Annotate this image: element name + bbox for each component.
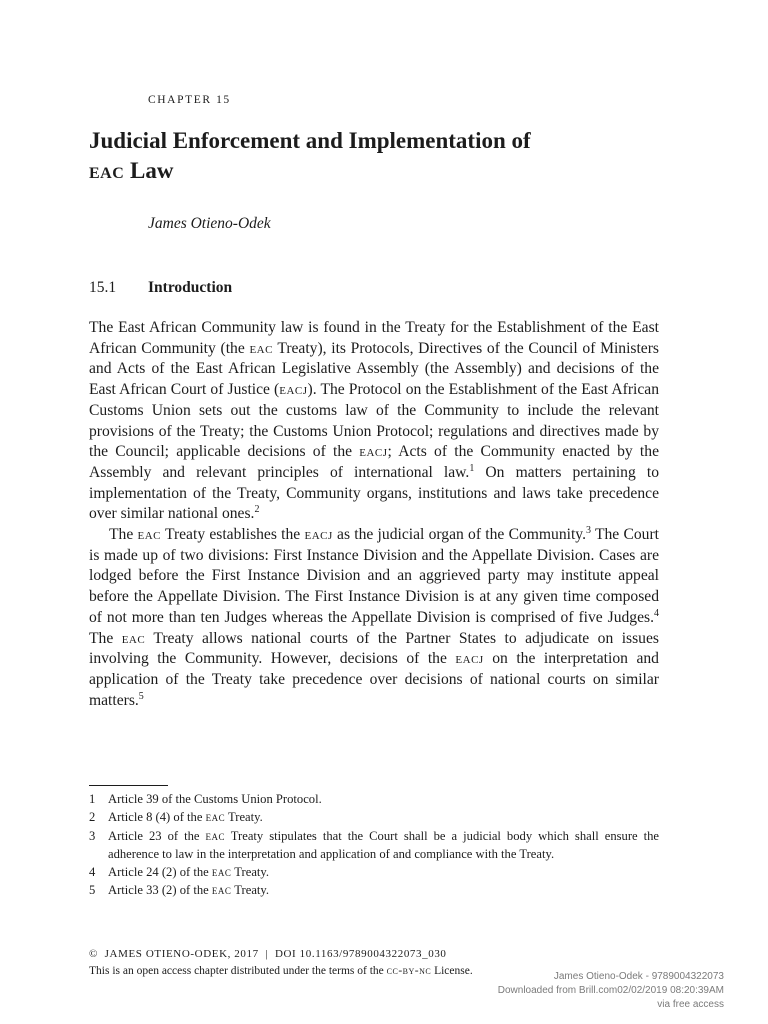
download-watermark <box>498 970 724 1012</box>
footnote-divider <box>89 785 168 786</box>
copyright-separator: | <box>265 948 269 960</box>
abbr-eac: eac <box>249 339 273 357</box>
footnote-text: Article 24 (2) of the <box>108 865 212 880</box>
footnote-text: Article 39 of the Customs Union Protocol. <box>108 792 322 806</box>
author-name: James Otieno-Odek <box>148 215 271 232</box>
footnote-text: Article 8 (4) of the <box>108 810 206 825</box>
footnote-number: 2 <box>89 810 96 825</box>
footnote-text: Treaty. <box>231 883 270 898</box>
license-text: This is an open access chapter distributed under the terms of the <box>89 965 387 977</box>
footnote-text: Article 23 of the <box>108 828 206 843</box>
copyright-line <box>89 948 447 960</box>
title-abbr-eac: eac <box>89 158 125 183</box>
abbr-eacj: eacj <box>455 650 484 668</box>
abbr-eacj: eacj <box>304 526 333 544</box>
text-run: on the interpretation and application of the Treaty take precedence over decisions of national courts on similar matters. <box>89 650 659 709</box>
license-text: License. <box>431 965 473 977</box>
abbr-eac: eac <box>211 883 232 898</box>
text-run: Treaty allows national courts of the Partner States to adjudicate on issues involving the Community. However, decisions of the <box>89 629 659 668</box>
footnote-ref-1[interactable]: 1 <box>469 462 475 474</box>
footnote-number: 4 <box>89 865 96 880</box>
title-line-1: Judicial Enforcement and Implementation of <box>89 128 531 153</box>
footnote-text: Article 33 (2) of the <box>108 883 212 898</box>
footnote-text: Treaty stipulates that the Court shall be a judicial body which shall ensure the adherence to law in the interpretation and application of and compliance with the Treaty. <box>108 828 659 861</box>
chapter-title <box>89 126 669 186</box>
abbr-eac: eac <box>121 629 146 647</box>
chapter-label: CHAPTER 15 <box>148 94 231 106</box>
footnote-item <box>89 827 659 864</box>
text-run: ; Acts of the Community enacted by the Assembly and relevant principles of international law. <box>89 443 659 481</box>
footnote-number: 1 <box>89 792 96 806</box>
watermark-line: Downloaded from Brill.com02/02/2019 08:20:39AM <box>497 985 724 996</box>
abbr-eac: eac <box>211 865 232 880</box>
abbr-eac: eac <box>205 828 226 843</box>
footnote-ref-2[interactable]: 2 <box>254 504 260 516</box>
abbr-eacj: eacj <box>279 381 308 399</box>
footnote-item <box>89 863 659 881</box>
abbr-eac: eac <box>205 810 226 825</box>
paragraph-2 <box>89 525 659 711</box>
text-run: The Court is made up of two divisions: First Instance Division and the Appellate Division. Cases are lodged before the First Instance Division and an aggrieved party may institute appeal before the Appellate Division. The First Instance Division is at any given time composed of not more than ten Judges whereas the Appellate Division is comprised of five Judges. <box>89 526 659 626</box>
abbr-eacj: eacj <box>359 443 388 461</box>
footnote-text: Treaty. <box>231 865 270 880</box>
body-text <box>89 318 659 711</box>
footnote-item <box>89 881 659 899</box>
watermark-line: James Otieno-Odek - 9789004322073 <box>553 971 724 982</box>
text-run: Treaty), its Protocols, Directives of the Council of Ministers and Acts of the East African Legislative Assembly (the Assembly) and decisions of the East African Court of Justice ( <box>89 339 659 399</box>
text-run: Treaty establishes the <box>161 526 305 544</box>
section-heading <box>89 279 232 297</box>
text-run: The <box>89 629 122 647</box>
section-number: 15.1 <box>89 279 117 296</box>
title-line-2: Law <box>124 158 174 183</box>
footnote-item <box>89 808 659 826</box>
text-run: On matters pertaining to implementation of the Treaty, Community organs, institutions and laws take precedence over similar national ones. <box>89 463 659 523</box>
copyright-symbol: © <box>89 948 98 960</box>
section-title: Introduction <box>148 279 233 296</box>
footnotes-list <box>89 790 659 900</box>
footnote-number: 5 <box>89 883 96 898</box>
footnote-text: Treaty. <box>225 810 263 825</box>
footnote-ref-5[interactable]: 5 <box>138 690 144 702</box>
footnote-ref-4[interactable]: 4 <box>654 607 659 619</box>
paragraph-1 <box>89 318 659 525</box>
license-abbr-link[interactable]: cc-by-nc <box>386 965 432 977</box>
text-run: The East African Community law is found in the Treaty for the Establishment of the East African Community (the <box>89 319 659 357</box>
copyright-holder: JAMES OTIENO-ODEK, 2017 <box>104 948 259 960</box>
footnote-number: 3 <box>89 828 96 843</box>
text-run: as the judicial organ of the Community. <box>332 526 586 544</box>
text-run: ). The Protocol on the Establishment of the East African Customs Union sets out the customs law of the Community to include the relevant provisions of the Treaty; the Customs Union Protocol; regulations and directives made by the Council; applicable decisions of the <box>89 381 659 461</box>
license-line <box>89 965 473 977</box>
footnote-item <box>89 790 659 808</box>
footnote-ref-3[interactable]: 3 <box>586 525 591 537</box>
abbr-eac: eac <box>137 526 161 544</box>
watermark-line: via free access <box>657 999 724 1010</box>
doi-link[interactable]: DOI 10.1163/9789004322073_030 <box>274 948 447 960</box>
text-run: The <box>109 526 138 544</box>
